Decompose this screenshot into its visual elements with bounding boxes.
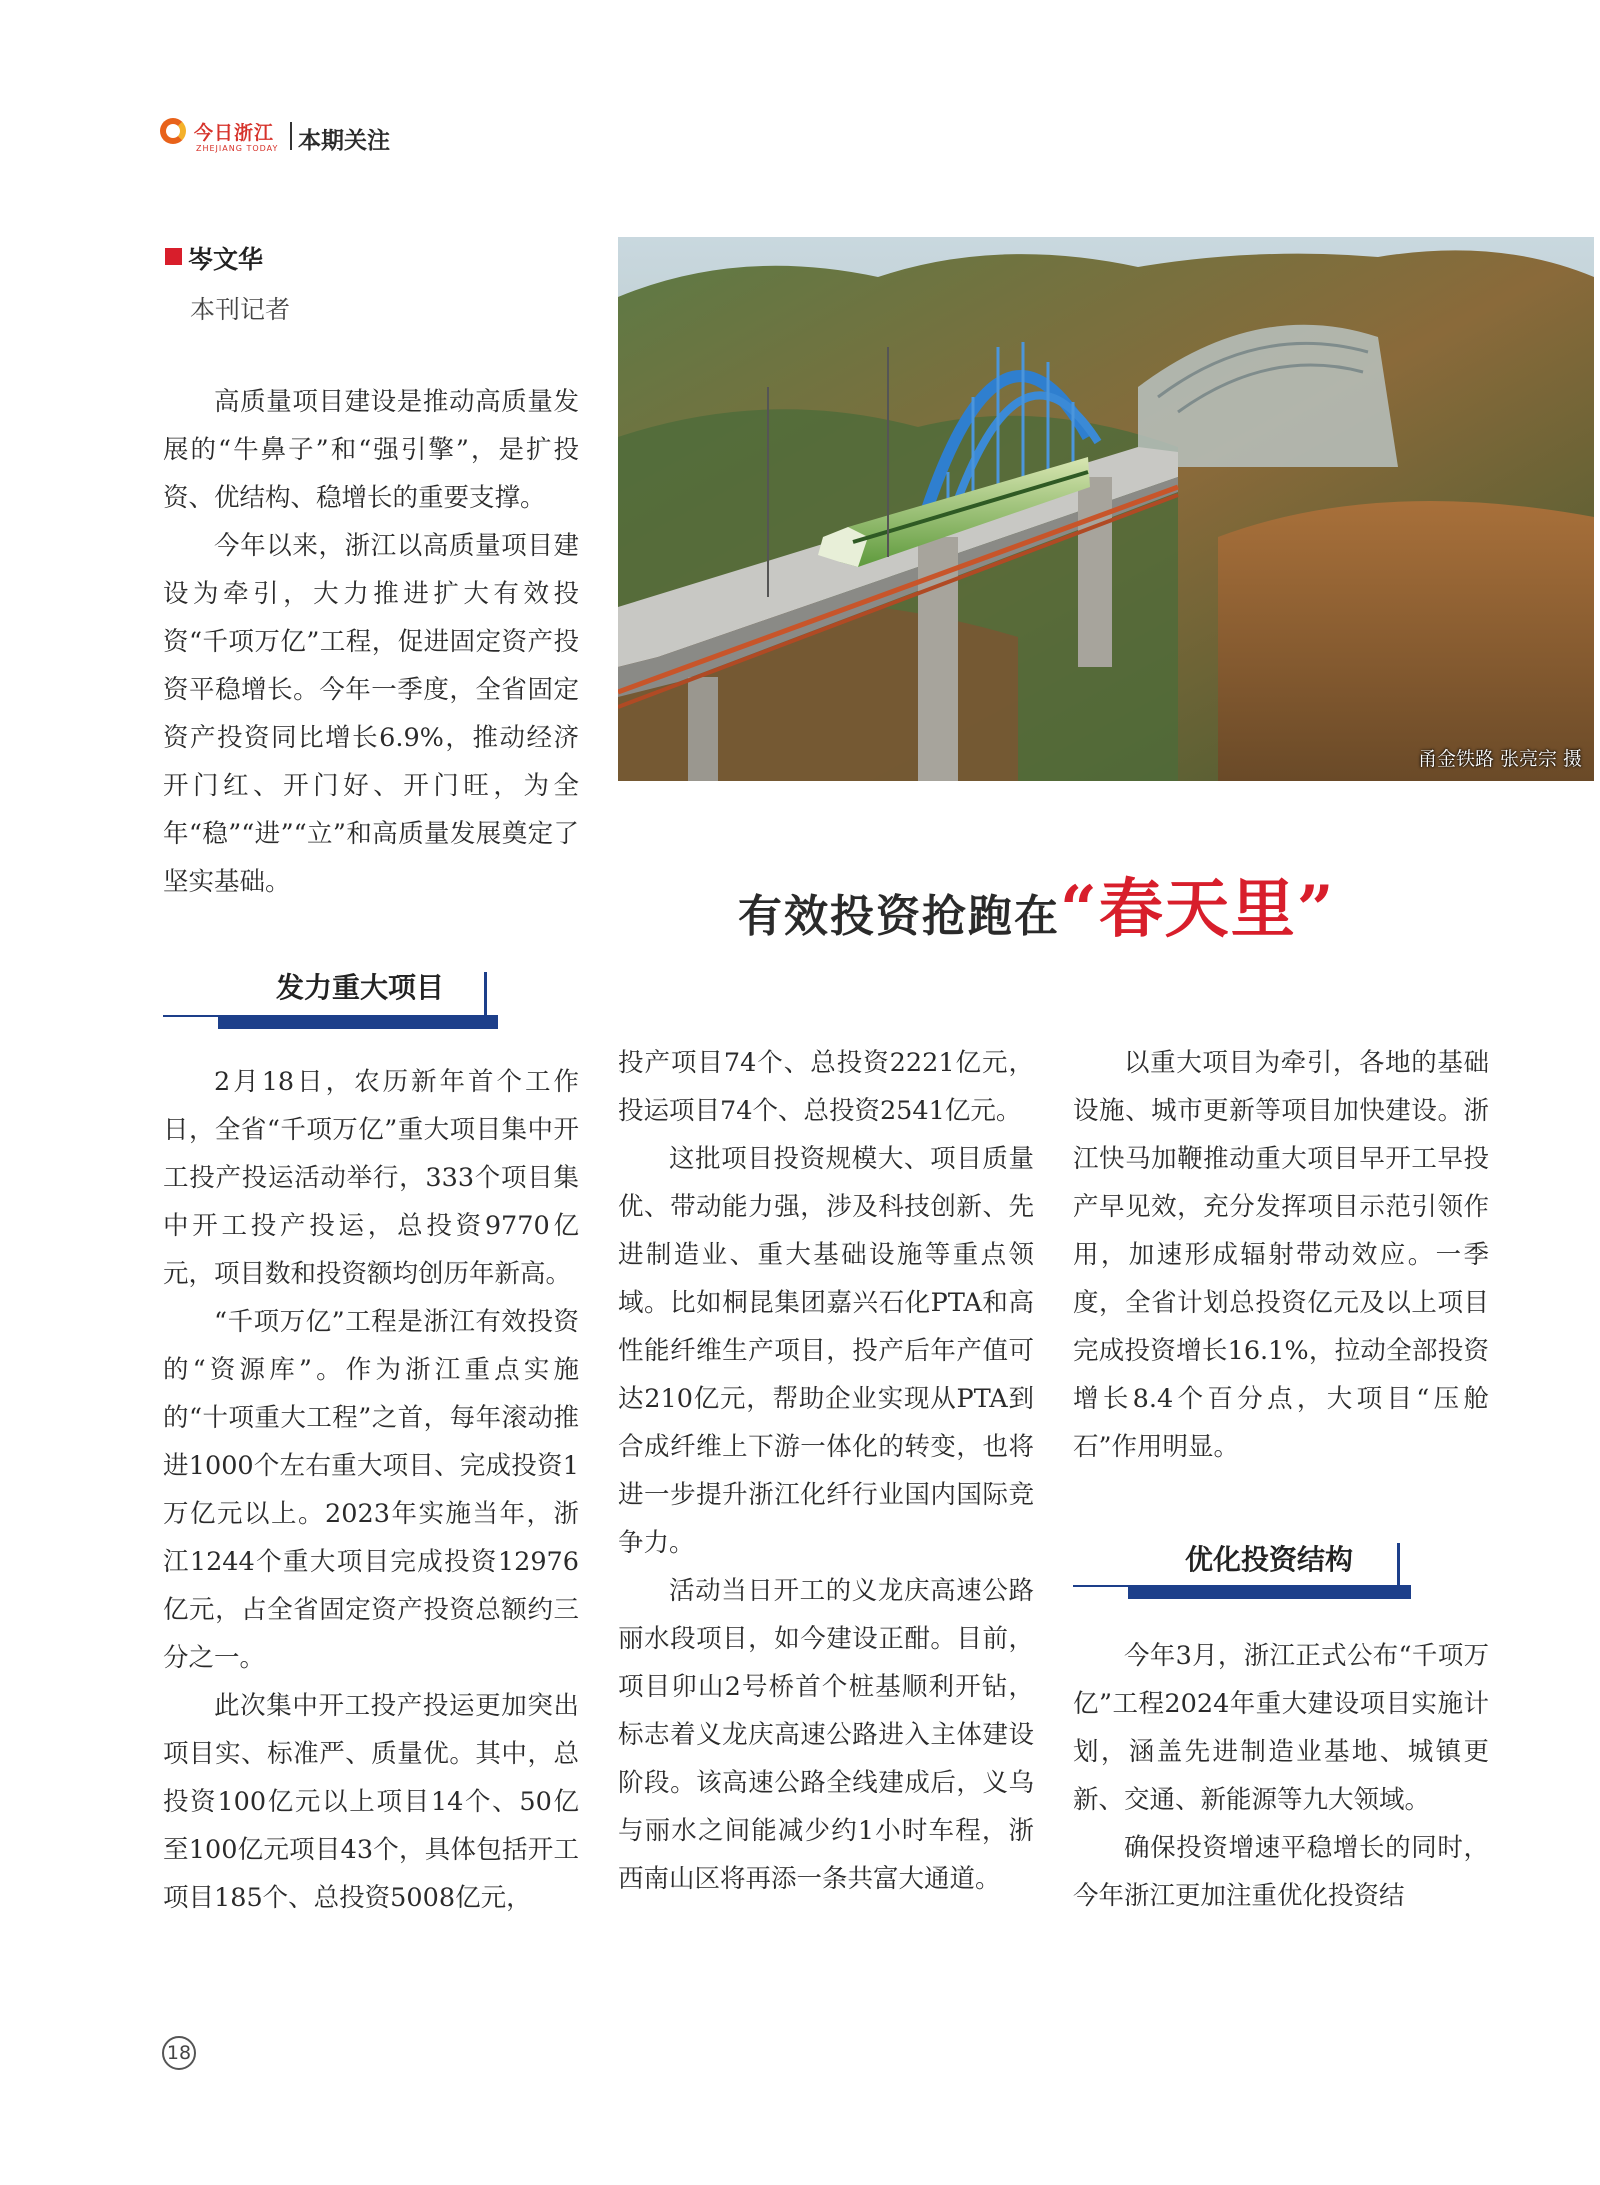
author-name: 岑文华 (188, 245, 264, 274)
paragraph: 今年以来，浙江以高质量项目建设为牵引，大力推进扩大有效投资“千项万亿”工程，促进固定资产投资平稳增长。今年一季度，全省固定资产投资同比增长6.9%，推动经济开门红、开门好、开门旺，为全年“稳”“进”“立”和高质量发展奠定了坚实基础。 (163, 531, 579, 897)
section-tick (484, 972, 487, 1015)
paragraph: “千项万亿”工程是浙江有效投资的“资源库”。作为浙江重点实施的“十项重大工程”之首，每年滚动推进1000个左右重大项目、完成投资1万亿元以上。2023年实施当年，浙江1244个重大项目完成投资12976亿元，占全省固定资产投资总额约三分之一。 (163, 1307, 579, 1673)
section-bar (218, 1015, 498, 1029)
paragraph: 以重大项目为牵引，各地的基础设施、城市更新等项目加快建设。浙江快马加鞭推动重大项目早开工早投产早见效，充分发挥项目示范引领作用，加速形成辐射带动效应。一季度，全省计划总投资亿元及以上项目完成投资增长16.1%，拉动全部投资增长8.4个百分点，大项目“压舱石”作用明显。 (1073, 1048, 1489, 1462)
author-role: 本刊记者 (190, 295, 291, 324)
photo-caption (1418, 744, 1582, 771)
paragraph: 投产项目74个、总投资2221亿元，投运项目74个、总投资2541亿元。 (618, 1048, 1034, 1126)
logo-subtitle: ZHEJIANG TODAY (196, 144, 279, 153)
caption-location: 甬金铁路 (1417, 748, 1494, 770)
column-3-continued (1073, 1632, 1489, 1920)
byline-marker-icon (165, 248, 182, 265)
column-2 (618, 1039, 1034, 1903)
header-divider (290, 122, 292, 150)
paragraph: 2月18日，农历新年首个工作日，全省“千项万亿”重大项目集中开工投产投运活动举行，333个项目集中开工投产投运，总投资9770亿元，项目数和投资额均创历年新高。 (163, 1067, 579, 1289)
paragraph: 确保投资增速平稳增长的同时，今年浙江更加注重优化投资结 (1073, 1833, 1489, 1911)
logo-text: 今日浙江 (194, 122, 275, 144)
caption-credit: 张亮宗 摄 (1499, 748, 1582, 770)
section-title: 优化投资结构 (1185, 1543, 1354, 1576)
logo-icon (160, 118, 186, 144)
paragraph: 活动当日开工的义龙庆高速公路丽水段项目，如今建设正酣。目前，项目卯山2号桥首个桩基顺利开钻，标志着义龙庆高速公路进入主体建设阶段。该高速公路全线建成后，义乌与丽水之间能减少约1小时车程，浙西南山区将再添一条共富大通道。 (618, 1576, 1034, 1894)
column-1 (163, 1058, 579, 1922)
paragraph: 此次集中开工投产投运更加突出项目实、标准严、质量优。其中，总投资100亿元以上项目14个、50亿至100亿元项目43个，具体包括开工项目185个、总投资5008亿元， (163, 1691, 579, 1913)
section-tick (1397, 1543, 1400, 1585)
section-title: 发力重大项目 (276, 971, 445, 1004)
paragraph: 今年3月，浙江正式公布“千项万亿”工程2024年重大建设项目实施计划，涵盖先进制造业基地、城镇更新、交通、新能源等九大领域。 (1073, 1641, 1489, 1815)
paragraph: 这批项目投资规模大、项目质量优、带动能力强，涉及科技创新、先进制造业、重大基础设施等重点领域。比如桐昆集团嘉兴石化PTA和高性能纤维生产项目，投产后年产值可达210亿元，帮助企业实现从PTA到合成纤维上下游一体化的转变，也将进一步提升浙江化纤行业国内国际竞争力。 (618, 1144, 1034, 1558)
railway-bridge-photo (618, 237, 1594, 781)
intro-text (163, 378, 579, 906)
headline-highlight: “春天里” (1060, 872, 1336, 947)
section-bar (1128, 1585, 1411, 1599)
section-label: 本期关注 (298, 128, 390, 154)
photo-illustration (618, 237, 1594, 781)
paragraph: 高质量项目建设是推动高质量发展的“牛鼻子”和“强引擎”，是扩投资、优结构、稳增长的重要支撑。 (163, 387, 579, 513)
column-3 (1073, 1039, 1489, 1471)
page-number: 18 (162, 2036, 196, 2070)
headline-main: 有效投资抢跑在 (738, 891, 1060, 942)
article-headline (738, 858, 1336, 950)
